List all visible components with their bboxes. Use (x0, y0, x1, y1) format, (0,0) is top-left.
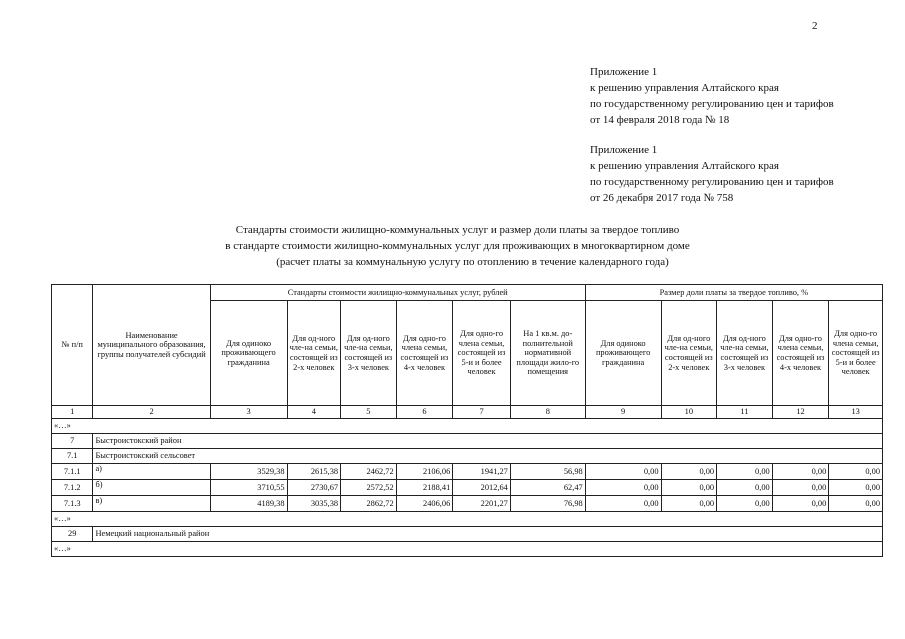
appendix-line: Приложение 1 (590, 66, 658, 78)
header-sub: Для од-ного чле-на семьи, состоящей из 3-х человек (717, 301, 773, 406)
cell: 76,98 (510, 496, 585, 512)
ellipsis-row (52, 512, 883, 527)
cell: 0,00 (772, 496, 829, 512)
row-name: а) (93, 464, 210, 480)
cell: 2572,52 (341, 480, 397, 496)
ellipsis-row (52, 419, 883, 434)
column-number: 9 (585, 406, 661, 419)
row-no: 7.1.3 (52, 496, 93, 512)
region-no: 29 (52, 527, 93, 542)
cell: 0,00 (585, 480, 661, 496)
cell: 0,00 (661, 464, 717, 480)
header-sub: Для одиноко проживающего гражданина (210, 301, 287, 406)
cell: 0,00 (585, 464, 661, 480)
region-row (52, 434, 883, 449)
column-number: 1 (52, 406, 93, 419)
cell: 0,00 (772, 480, 829, 496)
header-no: № п/п (52, 285, 93, 406)
header-group-fuel-share: Размер доли платы за твердое топливо, % (585, 285, 882, 301)
ellipsis-text: «…» (52, 419, 883, 434)
region-name: Быстроистокский район (93, 434, 883, 449)
header-group-standards: Стандарты стоимости жилищно-коммунальных услуг, рублей (210, 285, 585, 301)
cell: 0,00 (585, 496, 661, 512)
header-name: Наименование муниципального образования, группы получателей субсидий (93, 285, 210, 406)
appendix-block-1 (590, 64, 834, 128)
ellipsis-row (52, 542, 883, 557)
cell: 2201,27 (453, 496, 511, 512)
cell: 0,00 (661, 496, 717, 512)
appendix-line: по государственному регулированию цен и тарифов (590, 176, 834, 188)
document-title (0, 222, 905, 270)
appendix-line: к решению управления Алтайского края (590, 82, 779, 94)
table-row (52, 496, 883, 512)
row-name: в) (93, 496, 210, 512)
column-number: 10 (661, 406, 717, 419)
header-sub: Для одно-го члена семьи, состоящей из 4-х человек (396, 301, 453, 406)
column-number: 12 (772, 406, 829, 419)
appendix-line: от 14 февраля 2018 года № 18 (590, 114, 730, 126)
standards-table (51, 284, 883, 557)
column-number: 11 (717, 406, 773, 419)
header-sub: Для одиноко проживающего гражданина (585, 301, 661, 406)
cell: 2862,72 (341, 496, 397, 512)
appendix-line: к решению управления Алтайского края (590, 160, 779, 172)
cell: 2730,67 (287, 480, 341, 496)
title-line-1: Стандарты стоимости жилищно-коммунальных услуг и размер доли платы за твердое топливо (235, 224, 680, 236)
column-number: 6 (396, 406, 453, 419)
cell: 0,00 (717, 480, 773, 496)
cell: 1941,27 (453, 464, 511, 480)
header-sub: Для одно-го члена семьи, состоящей из 4-х человек (772, 301, 829, 406)
council-no: 7.1 (52, 449, 93, 464)
header-sub: Для одно-го члена семьи, состоящей из 5-и и более человек (829, 301, 883, 406)
appendix-block-2 (590, 142, 834, 206)
cell: 0,00 (829, 480, 883, 496)
cell: 0,00 (661, 480, 717, 496)
council-row (52, 449, 883, 464)
cell: 0,00 (829, 496, 883, 512)
cell: 2106,06 (396, 464, 453, 480)
cell: 56,98 (510, 464, 585, 480)
row-no: 7.1.1 (52, 464, 93, 480)
column-number: 3 (210, 406, 287, 419)
cell: 0,00 (717, 496, 773, 512)
region-no: 7 (52, 434, 93, 449)
row-name: б) (93, 480, 210, 496)
cell: 2188,41 (396, 480, 453, 496)
council-name: Быстроистокский сельсовет (93, 449, 883, 464)
region-row (52, 527, 883, 542)
header-sub: Для одно-го члена семьи, состоящей из 5-и и более человек (453, 301, 511, 406)
cell: 0,00 (717, 464, 773, 480)
cell: 4189,38 (210, 496, 287, 512)
cell: 2615,38 (287, 464, 341, 480)
header-sub: Для од-ного чле-на семьи, состоящей из 2-х человек (661, 301, 717, 406)
cell: 2462,72 (341, 464, 397, 480)
ellipsis-text: «…» (52, 512, 883, 527)
cell: 0,00 (829, 464, 883, 480)
column-number: 8 (510, 406, 585, 419)
column-number: 13 (829, 406, 883, 419)
header-sub: Для од-ного чле-на семьи, состоящей из 2-х человек (287, 301, 341, 406)
appendix-line: Приложение 1 (590, 144, 658, 156)
column-number: 2 (93, 406, 210, 419)
page-number: 2 (812, 20, 818, 32)
table-row (52, 480, 883, 496)
row-no: 7.1.2 (52, 480, 93, 496)
column-numbers-row (52, 406, 883, 419)
column-number: 5 (341, 406, 397, 419)
title-line-3: (расчет платы за коммунальную услугу по отоплению в течение календарного года) (276, 256, 669, 268)
region-name: Немецкий национальный район (93, 527, 883, 542)
column-number: 4 (287, 406, 341, 419)
ellipsis-text: «…» (52, 542, 883, 557)
cell: 2406,06 (396, 496, 453, 512)
table-row (52, 464, 883, 480)
cell: 3529,38 (210, 464, 287, 480)
cell: 3035,38 (287, 496, 341, 512)
title-line-2: в стандарте стоимости жилищно-коммунальных услуг для проживающих в многоквартирном доме (225, 240, 690, 252)
header-sub: Для од-ного чле-на семьи, состоящей из 3-х человек (341, 301, 397, 406)
cell: 3710,55 (210, 480, 287, 496)
cell: 62,47 (510, 480, 585, 496)
column-number: 7 (453, 406, 511, 419)
appendix-line: по государственному регулированию цен и тарифов (590, 98, 834, 110)
cell: 0,00 (772, 464, 829, 480)
header-sub: На 1 кв.м. до-полнительной нормативной площади жило-го помещения (510, 301, 585, 406)
cell: 2012,64 (453, 480, 511, 496)
appendix-line: от 26 декабря 2017 года № 758 (590, 192, 734, 204)
